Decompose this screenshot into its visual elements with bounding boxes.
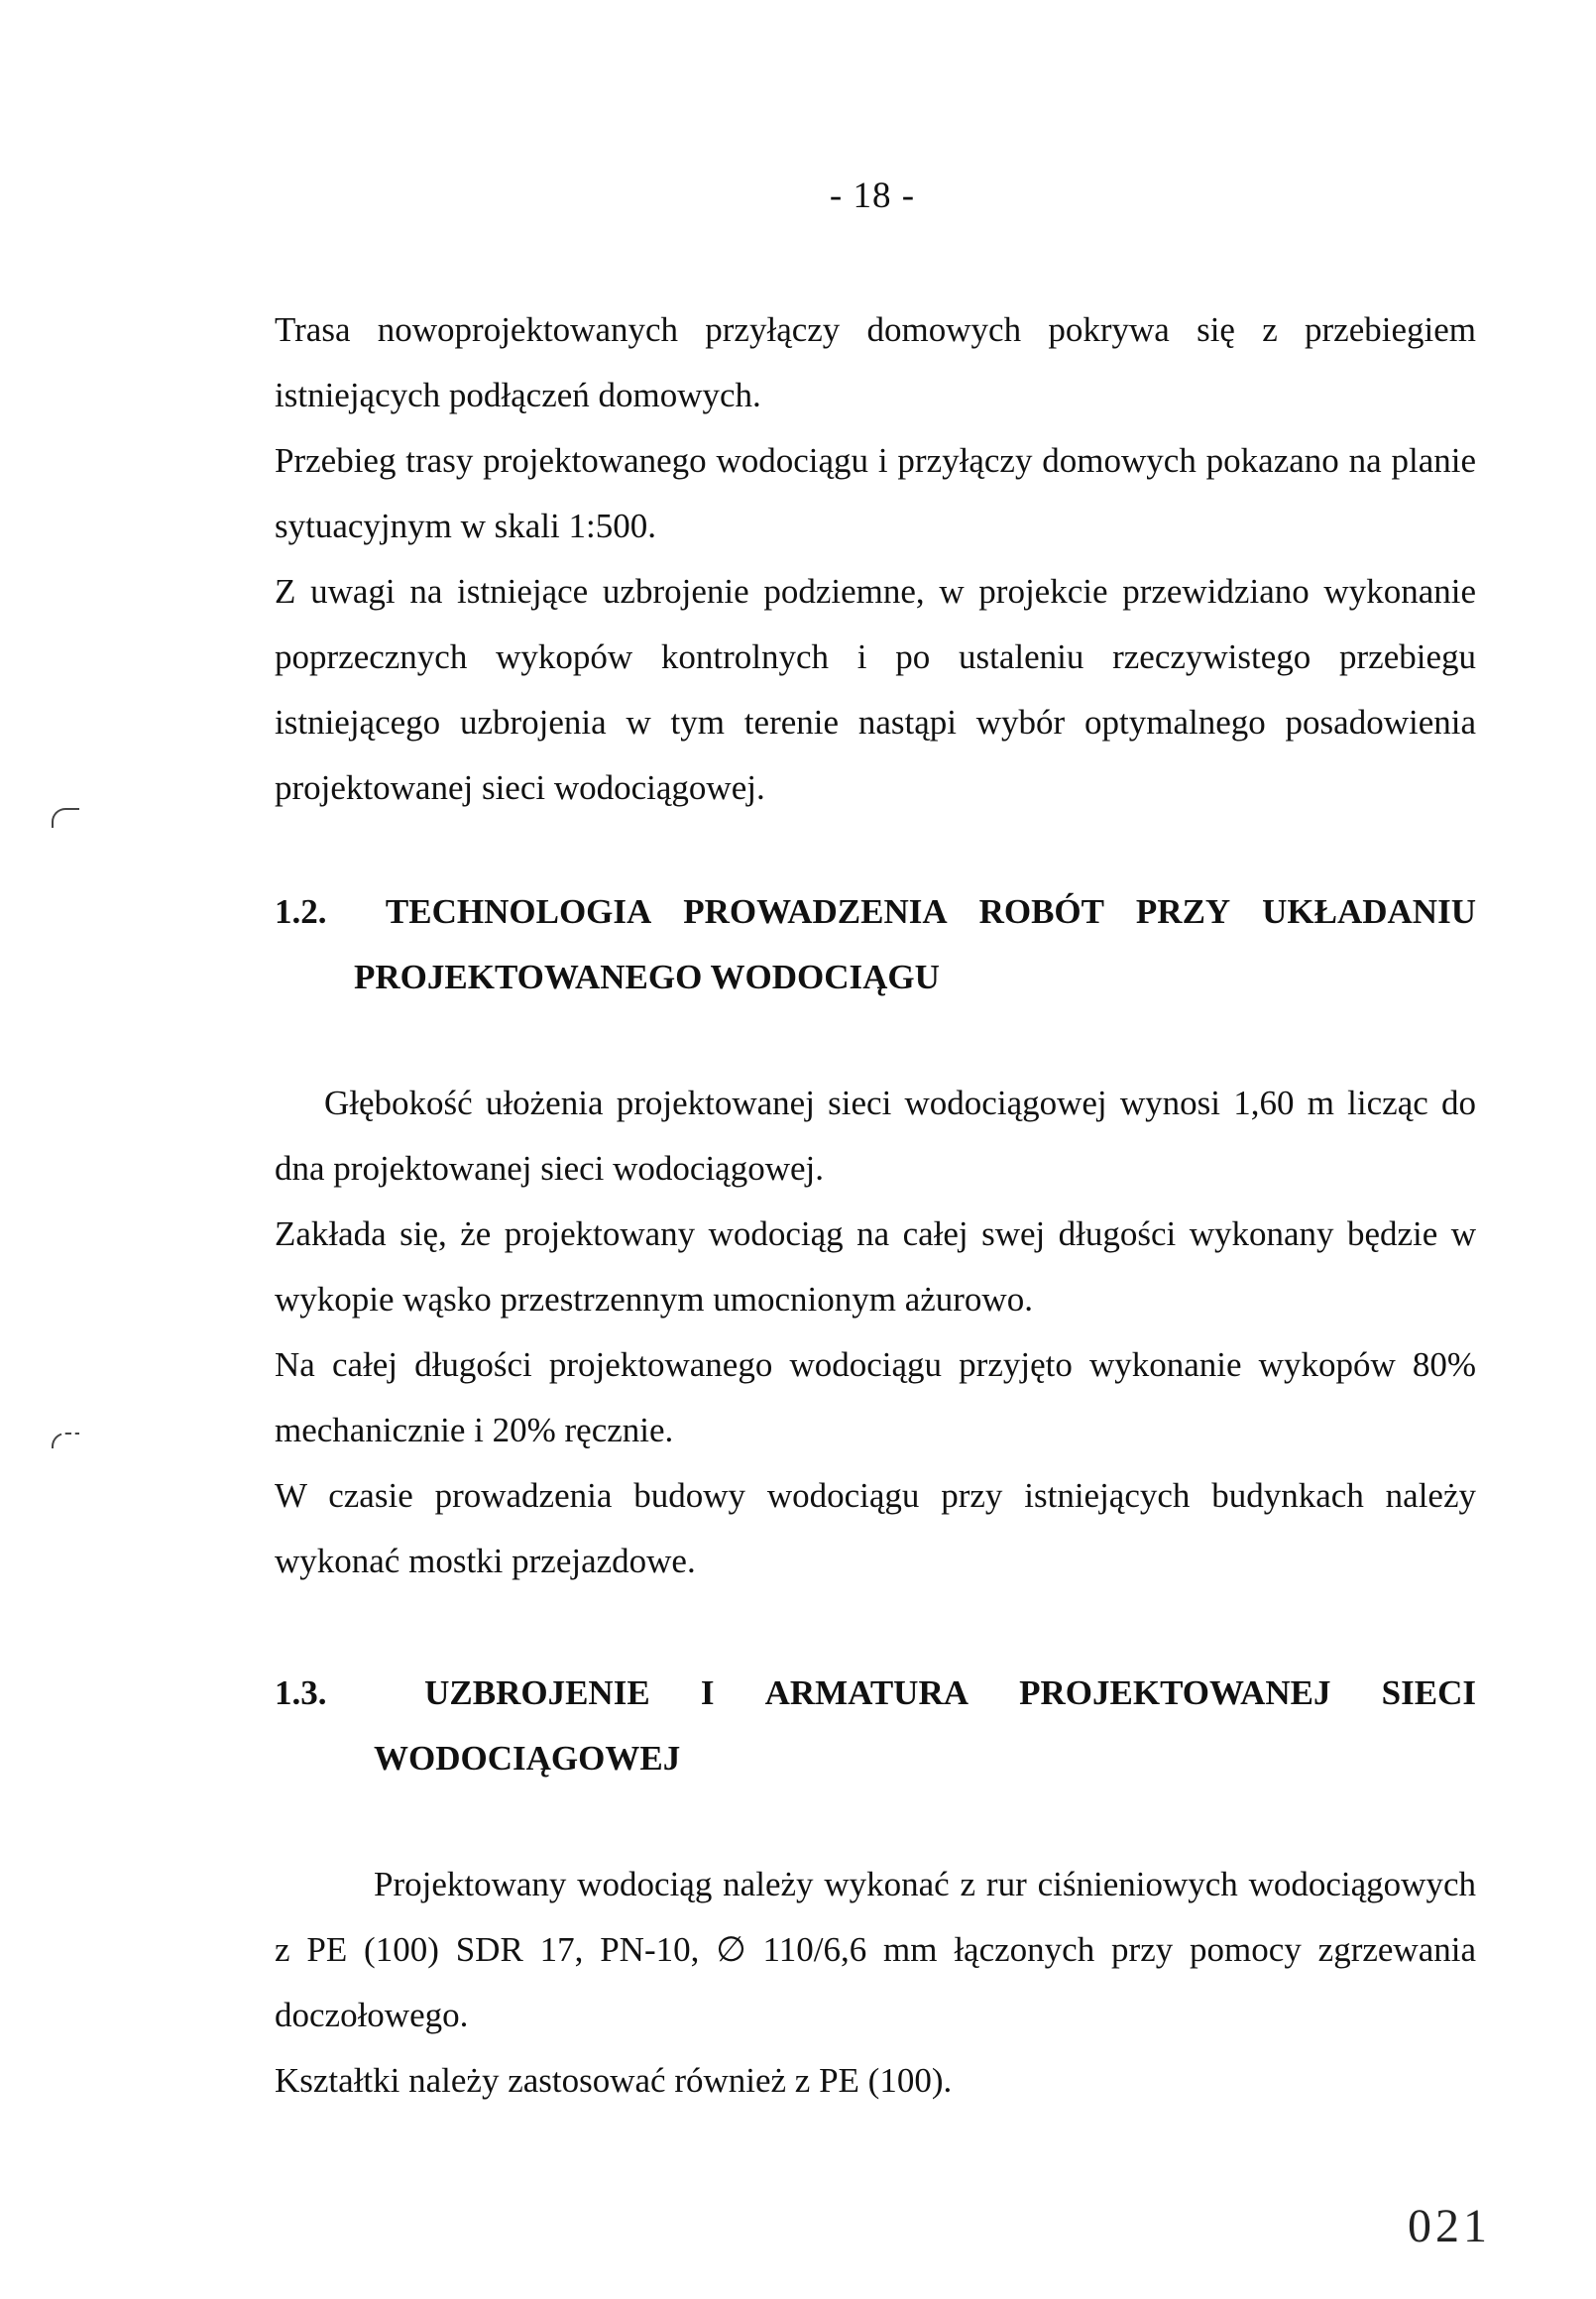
paragraph: Głębokość ułożenia projektowanej sieci wodociągowej wynosi 1,60 m licząc do dna projektowanej sieci wodociągowej. <box>275 1084 1476 1188</box>
heading-line-2: WODOCIĄGOWEJ <box>374 1739 681 1778</box>
heading-word: PRZY <box>1135 892 1231 931</box>
paragraph: Przebieg trasy projektowanego wodociągu i przyłączy domowych pokazano na planie sytuacyjnym w skali 1:500. <box>275 441 1476 545</box>
heading-word: UKŁADANIU <box>1262 892 1476 931</box>
section-heading-1-2 <box>275 879 1476 1010</box>
heading-line-2: PROJEKTOWANEGO WODOCIĄGU <box>354 958 940 996</box>
heading-word: ARMATURA <box>764 1673 969 1712</box>
section-heading-1-3 <box>275 1661 1476 1791</box>
margin-mark <box>52 808 79 828</box>
paragraph: Zakłada się, że projektowany wodociąg na całej swej długości wykonany będzie w wykopie wąsko przestrzennym umocnionym ażurowo. <box>275 1214 1476 1319</box>
section-number: 1.2. <box>275 892 327 931</box>
technology-text-block <box>275 1071 1476 1594</box>
margin-mark <box>52 1433 79 1448</box>
equipment-text-block <box>275 1852 1476 2114</box>
paragraph: Z uwagi na istniejące uzbrojenie podziemne, w projekcie przewidziano wykonanie poprzecznych wykopów kontrolnych i po ustaleniu rzeczywistego przebiegu istniejącego uzbrojenia w tym terenie nastąpi wybór optymalnego posadowienia projektowanej sieci wodociągowej. <box>275 572 1476 807</box>
heading-word: TECHNOLOGIA <box>385 892 652 931</box>
paragraph: Projektowany wodociąg należy wykonać z rur ciśnieniowych wodociągowych z PE (100) SDR 17, PN-10, ∅ 110/6,6 mm łączonych przy pomocy zgrzewania doczołowego. <box>275 1865 1476 2034</box>
paragraph: Trasa nowoprojektowanych przyłączy domowych pokrywa się z przebiegiem istniejących podłączeń domowych. <box>275 310 1476 414</box>
paragraph: W czasie prowadzenia budowy wodociągu przy istniejących budynkach należy wykonać mostki przejazdowe. <box>275 1476 1476 1580</box>
heading-word: SIECI <box>1381 1673 1476 1712</box>
page-number: - 18 - <box>829 175 916 216</box>
heading-word: PROJEKTOWANEJ <box>1019 1673 1331 1712</box>
intro-text-block <box>275 297 1476 821</box>
paragraph: Kształtki należy zastosować również z PE (100). <box>275 2061 953 2100</box>
section-number: 1.3. <box>275 1673 327 1712</box>
heading-word: ROBÓT <box>978 892 1104 931</box>
heading-word: I <box>700 1673 715 1712</box>
archive-number: 021 <box>1408 2200 1491 2252</box>
paragraph: Na całej długości projektowanego wodociągu przyjęto wykonanie wykopów 80% mechanicznie i 20% ręcznie. <box>275 1345 1476 1449</box>
heading-word: PROWADZENIA <box>683 892 948 931</box>
heading-word: UZBROJENIE <box>424 1673 650 1712</box>
